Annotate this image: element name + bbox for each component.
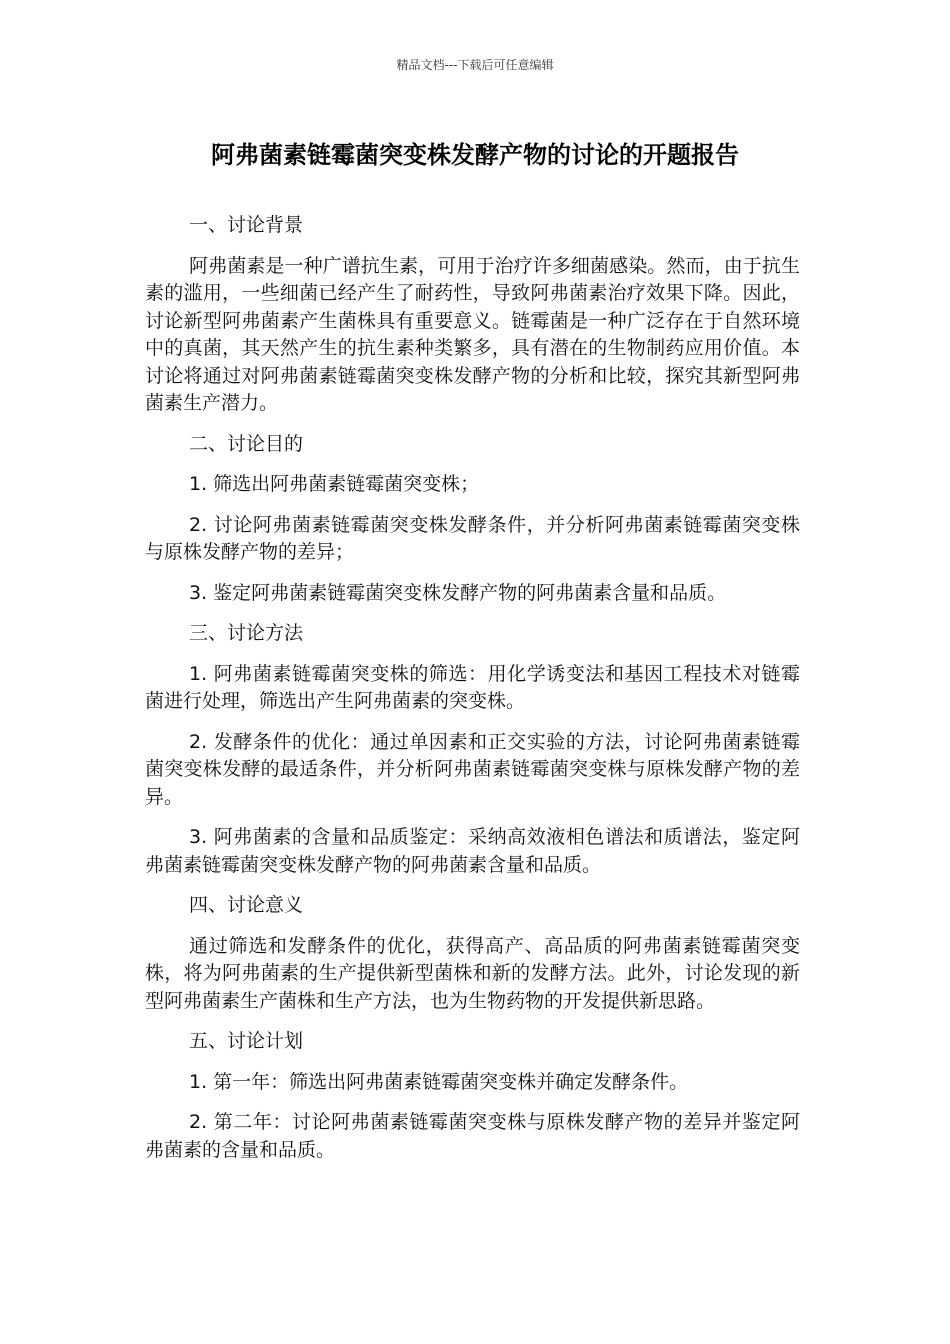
section-heading-methods: 三、讨论方法 [189,622,304,644]
section-heading-significance: 四、讨论意义 [189,894,304,916]
purpose-item: 3. 鉴定阿弗菌素链霉菌突变株发酵产物的阿弗菌素含量和品质。 [189,581,727,604]
plan-item: 1. 第一年：筛选出阿弗菌素链霉菌突变株并确定发酵条件。 [189,1070,689,1093]
purpose-item: 2. 讨论阿弗菌素链霉菌突变株发酵条件，并分析阿弗菌素链霉菌突变株与原株发酵产物的差异； [145,513,800,563]
purpose-item: 1. 筛选出阿弗菌素链霉菌突变株； [189,473,480,495]
plan-item: 2. 第二年：讨论阿弗菌素链霉菌突变株与原株发酵产物的差异并鉴定阿弗菌素的含量和品质。 [145,1111,800,1161]
section-heading-purpose: 二、讨论目的 [189,432,304,455]
methods-item: 2. 发酵条件的优化：通过单因素和正交实验的方法，讨论阿弗菌素链霉菌突变株发酵的最适条件，并分析阿弗菌素链霉菌突变株与原株发酵产物的差异。 [145,730,800,808]
document-title: 阿弗菌素链霉菌突变株发酵产物的讨论的开题报告 [211,141,739,169]
document-body [145,212,800,1177]
significance-paragraph: 通过筛选和发酵条件的优化，获得高产、高品质的阿弗菌素链霉菌突变株，将为阿弗菌素的生产提供新型菌株和新的发酵方法。此外，讨论发现的新型阿弗菌素生产菌株和生产方法，也为生物药物的开发提供新思路。 [145,934,800,1012]
page-header-note: 精品文档---下载后可任意编辑 [396,58,554,72]
background-paragraph: 阿弗菌素是一种广谱抗生素，可用于治疗许多细菌感染。然而，由于抗生素的滥用，一些细菌已经产生了耐药性，导致阿弗菌素治疗效果下降。因此，讨论新型阿弗菌素产生菌株具有重要意义。链霉菌是一种广泛存在于自然环境中的真菌，其天然产生的抗生素种类繁多，具有潜在的生物制药应用价值。本讨论将通过对阿弗菌素链霉菌突变株发酵产物的分析和比较，探究其新型阿弗菌素生产潜力。 [145,254,800,414]
section-heading-plan: 五、讨论计划 [189,1030,304,1052]
methods-item: 3. 阿弗菌素的含量和品质鉴定：采纳高效液相色谱法和质谱法，鉴定阿弗菌素链霉菌突变株发酵产物的阿弗菌素含量和品质。 [145,826,800,876]
section-heading-background: 一、讨论背景 [189,214,304,236]
methods-item: 1. 阿弗菌素链霉菌突变株的筛选：用化学诱变法和基因工程技术对链霉菌进行处理，筛选出产生阿弗菌素的突变株。 [145,662,800,712]
